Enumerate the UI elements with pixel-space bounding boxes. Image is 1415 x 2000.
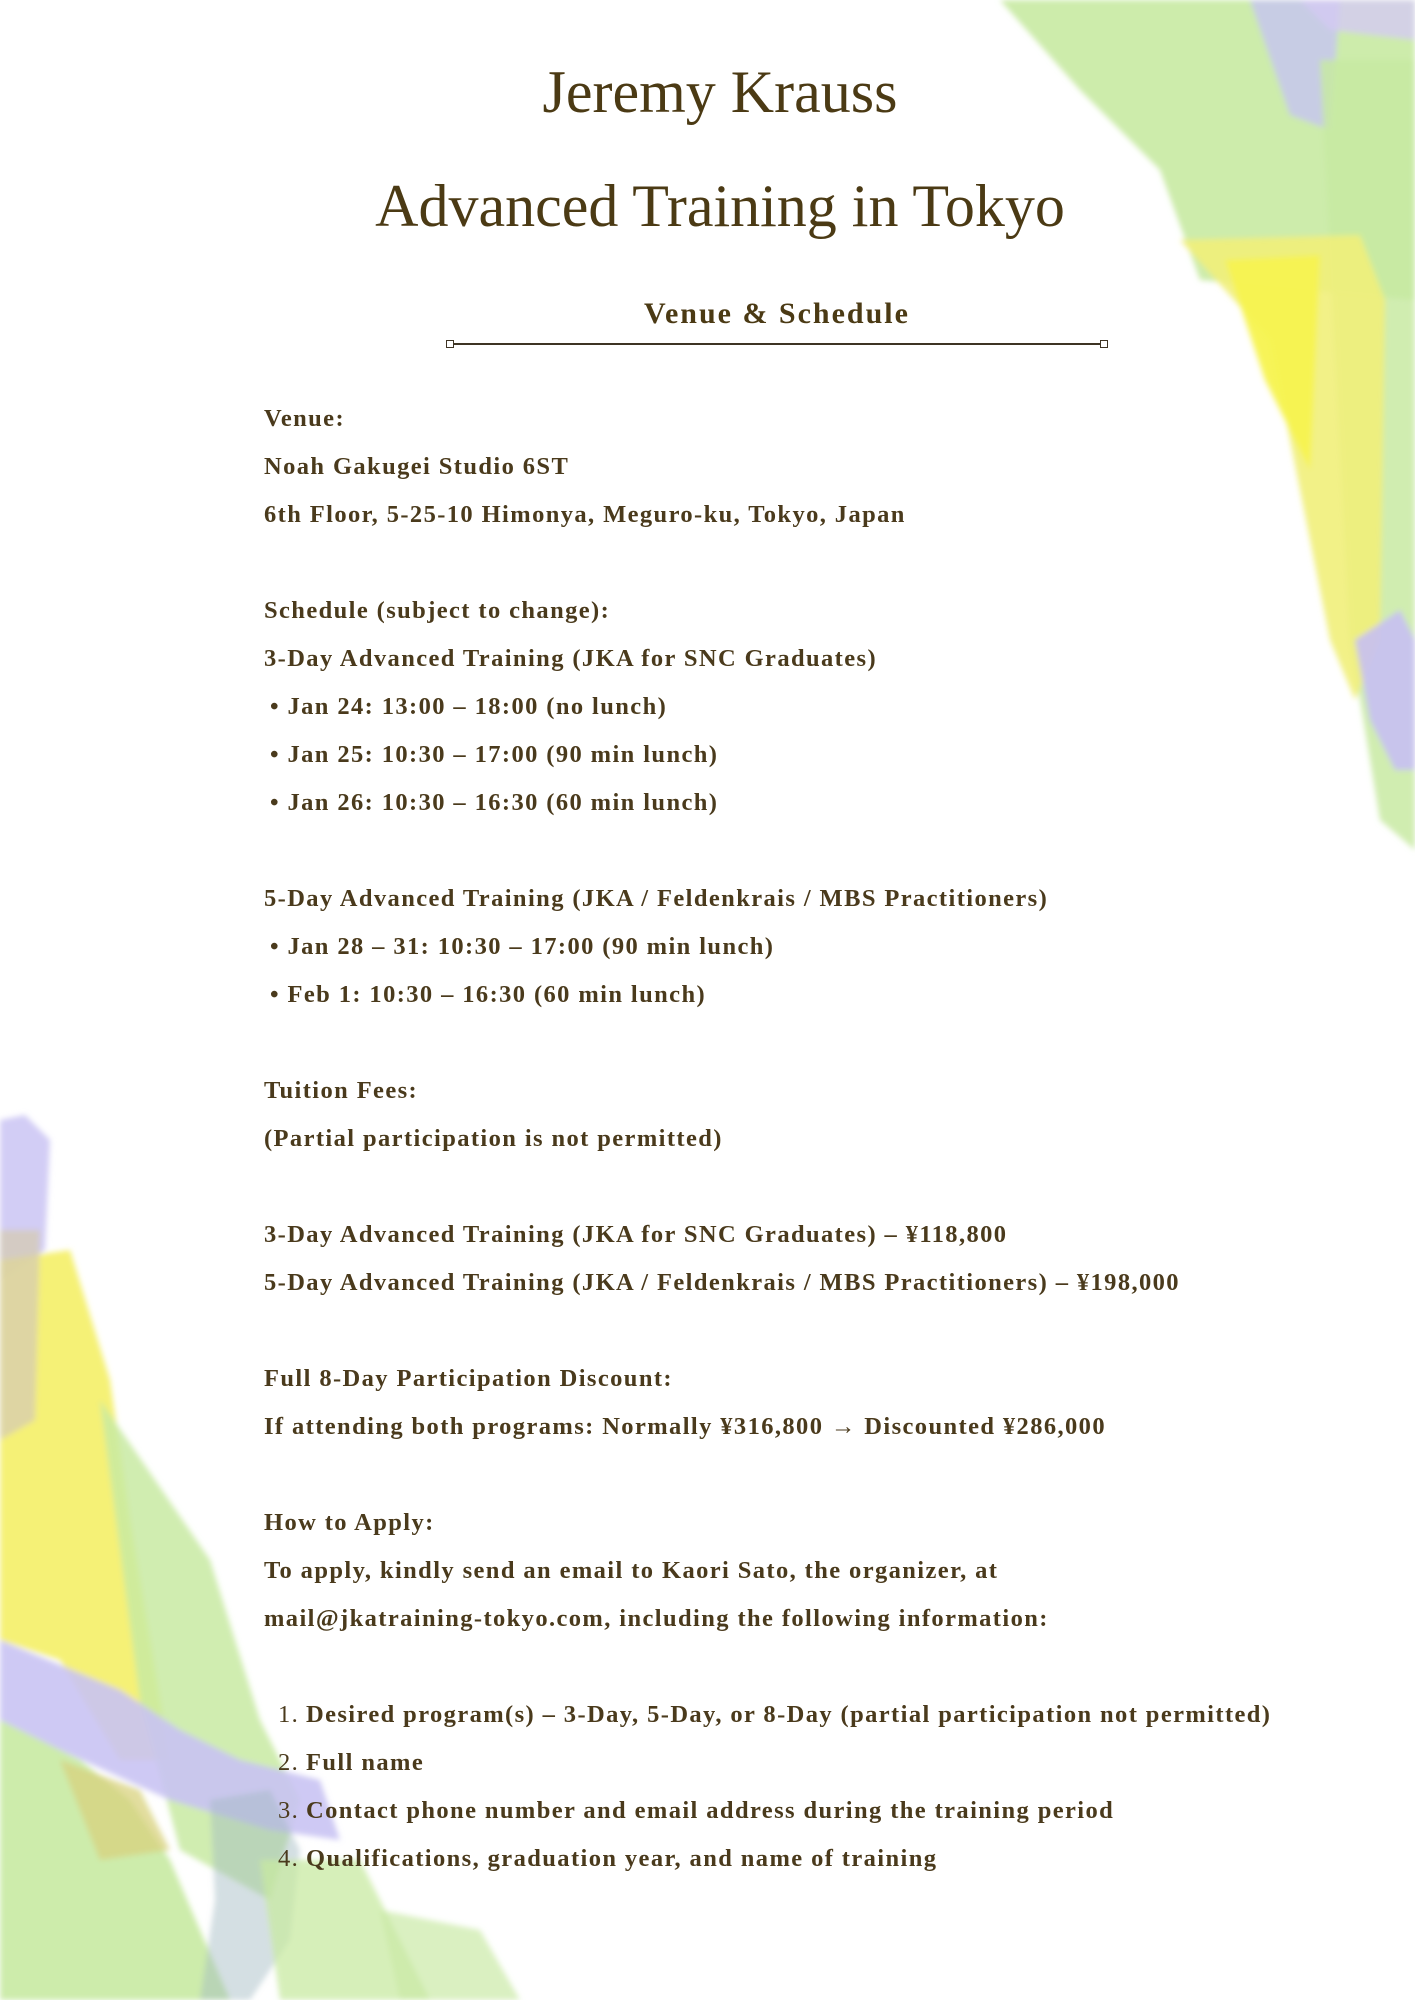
program-3day-day-1: • Jan 24: 13:00 – 18:00 (no lunch) — [270, 693, 668, 720]
list-item-text: Full name — [306, 1749, 425, 1776]
list-item — [264, 1691, 1286, 1739]
list-item — [264, 1787, 1344, 1835]
apply-intro-line-2: mail@jkatraining-tokyo.com, including the following information: — [264, 1605, 1049, 1632]
apply-heading: How to Apply: — [264, 1509, 435, 1536]
program-3day-title: 3-Day Advanced Training (JKA for SNC Graduates) — [264, 645, 878, 672]
title-name: Jeremy Krauss — [542, 59, 898, 125]
fee-3day: 3-Day Advanced Training (JKA for SNC Graduates) – ¥118,800 — [264, 1221, 1008, 1248]
discount-heading: Full 8-Day Participation Discount: — [264, 1365, 673, 1392]
discount-text: If attending both programs: Normally ¥316,800 → Discounted ¥286,000 — [264, 1413, 1106, 1440]
program-3day-day-2: • Jan 25: 10:30 – 17:00 (90 min lunch) — [270, 741, 719, 768]
list-item — [264, 1835, 1344, 1883]
divider-right-cap — [1100, 340, 1108, 348]
divider-left-cap — [446, 340, 454, 348]
program-3day-day-3: • Jan 26: 10:30 – 16:30 (60 min lunch) — [270, 789, 719, 816]
venue-name: Noah Gakugei Studio 6ST — [264, 453, 570, 480]
apply-requirements-list — [264, 1691, 1344, 1883]
list-item-number: 2. — [278, 1749, 300, 1776]
list-item-number: 1. — [278, 1701, 300, 1728]
program-5day-title: 5-Day Advanced Training (JKA / Feldenkrais / MBS Practitioners) — [264, 885, 1049, 912]
list-item-number: 4. — [278, 1845, 300, 1872]
subtitle-divider — [450, 343, 1104, 345]
spacer — [264, 1451, 1344, 1499]
list-item-text: Contact phone number and email address during the training period — [306, 1797, 1115, 1824]
spacer — [264, 1163, 1344, 1211]
list-item-number: 3. — [278, 1797, 300, 1824]
list-item — [264, 1739, 1344, 1787]
schedule-heading: Schedule (subject to change): — [264, 597, 611, 624]
spacer — [264, 1643, 1344, 1691]
fee-5day: 5-Day Advanced Training (JKA / Feldenkrais / MBS Practitioners) – ¥198,000 — [264, 1269, 1180, 1296]
section-subtitle: Venue & Schedule — [644, 297, 910, 330]
title-event: Advanced Training in Tokyo — [375, 173, 1065, 239]
flyer-body — [264, 395, 1344, 1883]
list-item-text: Qualifications, graduation year, and name of training — [306, 1845, 938, 1872]
list-item-text: Desired program(s) – 3-Day, 5-Day, or 8-Day (partial participation not permitted) — [306, 1701, 1272, 1728]
fees-note: (Partial participation is not permitted) — [264, 1125, 723, 1152]
venue-heading: Venue: — [264, 405, 346, 432]
spacer — [264, 539, 1344, 587]
program-5day-day-2: • Feb 1: 10:30 – 16:30 (60 min lunch) — [270, 981, 707, 1008]
spacer — [264, 1307, 1344, 1355]
apply-intro-line-1: To apply, kindly send an email to Kaori Sato, the organizer, at — [264, 1557, 999, 1584]
venue-address: 6th Floor, 5-25-10 Himonya, Meguro-ku, Tokyo, Japan — [264, 501, 906, 528]
spacer — [264, 827, 1344, 875]
program-5day-day-1: • Jan 28 – 31: 10:30 – 17:00 (90 min lunch) — [270, 933, 775, 960]
fees-heading: Tuition Fees: — [264, 1077, 419, 1104]
spacer — [264, 1019, 1344, 1067]
